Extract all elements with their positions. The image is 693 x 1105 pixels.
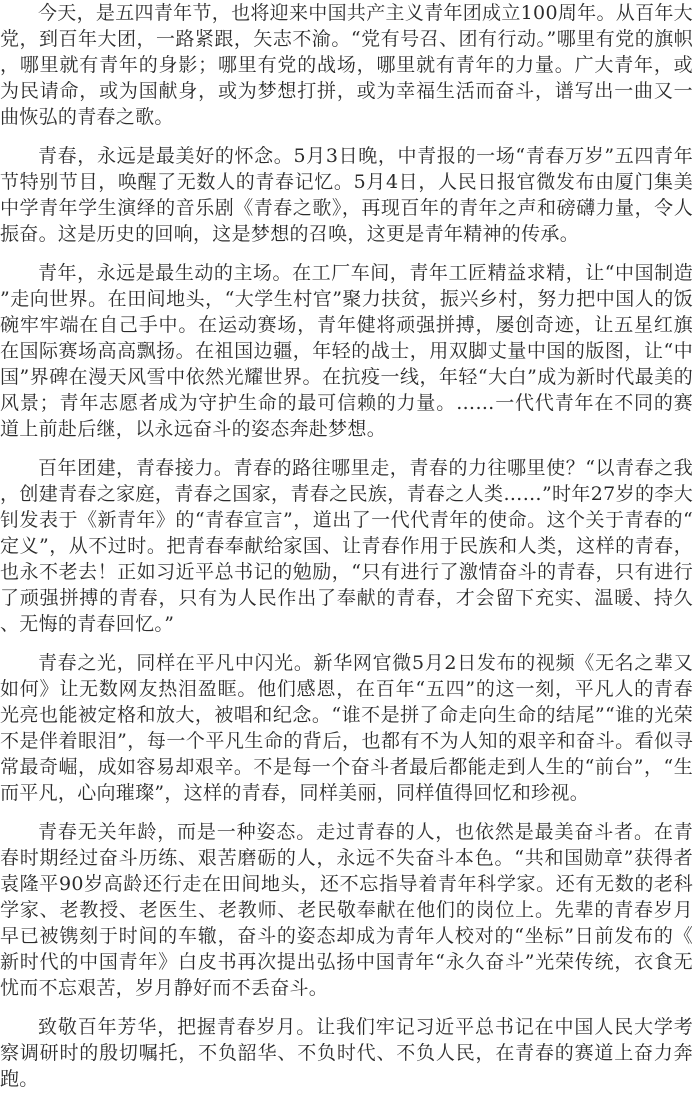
paragraph-5: 青春之光，同样在平凡中闪光。新华网官微5月2日发布的视频《无名之辈又如何》让无数网友热泪盈眶。他们感恩，在百年“五四”的这一刻，平凡人的青春光亮也能被定格和放大，被唱和纪念。“谁不是拼了命走向生命的结尾”“谁的光荣不是伴着眼泪”，每一个平凡生命的背后，也都有不为人知的艰辛和奋斗。看似寻常最奇崛，成如容易却艰辛。不是每一个奋斗者最后都能走到人生的“前台”，“生而平凡，心向璀璨”，这样的青春，同样美丽，同样值得回忆和珍视。: [0, 652, 693, 804]
paragraph-2: 青春，永远是最美好的怀念。5月3日晚，中青报的一场“青春万岁”五四青年节特别节目，唤醒了无数人的青春记忆。5月4日，人民日报官微发布由厦门集美中学青年学生演绎的音乐剧《青春之歌》，再现百年的青年之声和磅礴力量，令人振奋。这是历史的回响，这是梦想的召唤，这更是青年精神的传承。: [0, 145, 693, 245]
paragraph-1: 今天，是五四青年节，也将迎来中国共产主义青年团成立100周年。从百年大党，到百年大团，一路紧跟，矢志不渝。“党有号召、团有行动。”哪里有党的旗帜，哪里就有青年的身影；哪里有党的战场，哪里就有青年的力量。广大青年，或为民请命，或为国献身，或为梦想打拼，或为幸福生活而奋斗，谱写出一曲又一曲恢弘的青春之歌。: [0, 2, 693, 128]
paragraph-6: 青春无关年龄，而是一种姿态。走过青春的人，也依然是最美奋斗者。在青春时期经过奋斗历练、艰苦磨砺的人，永远不失奋斗本色。“共和国勋章”获得者袁隆平90岁高龄还行走在田间地头，还不忘指导着青年科学家。还有无数的老科学家、老教授、老医生、老教师、老民敬奉献在他们的岗位上。先辈的青春岁月早已被镌刻于时间的车辙，奋斗的姿态却成为青年人校对的“坐标”日前发布的《新时代的中国青年》白皮书再次提出弘扬中国青年“永久奋斗”光荣传统，衣食无忧而不忘艰苦，岁月静好而不丢奋斗。: [0, 821, 693, 999]
paragraph-3: 青年，永远是最生动的主场。在工厂车间，青年工匠精益求精，让“中国制造”走向世界。在田间地头，“大学生村官”聚力扶贫，振兴乡村，努力把中国人的饭碗牢牢端在自己手中。在运动赛场，青年健将顽强拼搏，屡创奇迹，让五星红旗在国际赛场高高飘扬。在祖国边疆，年轻的战士，用双脚丈量中国的版图，让“中国”界碑在漫天风雪中依然光耀世界。在抗疫一线，年轻“大白”成为新时代最美的风景；青年志愿者成为守护生命的最可信赖的力量。……一代代青年在不同的赛道上前赴后继，以永远奋斗的姿态奔赴梦想。: [0, 262, 693, 440]
paragraph-7: 致敬百年芳华，把握青春岁月。让我们牢记习近平总书记在中国人民大学考察调研时的殷切嘱托，不负韶华、不负时代、不负人民，在青春的赛道上奋力奔跑。: [0, 1016, 693, 1090]
paragraph-4: 百年团建，青春接力。青春的路往哪里走，青春的力往哪里使？“以青春之我，创建青春之家庭，青春之国家，青春之民族，青春之人类……”时年27岁的李大钊发表于《新青年》的“青春宣言”，道出了一代代青年的使命。这个关于青春的“定义”，从不过时。把青春奉献给家国、让青春作用于民族和人类，这样的青春，也永不老去！正如习近平总书记的勉励，“只有进行了激情奋斗的青春，只有进行了顽强拼搏的青春，只有为人民作出了奉献的青春，才会留下充实、温暖、持久、无悔的青春回忆。”: [0, 457, 693, 635]
